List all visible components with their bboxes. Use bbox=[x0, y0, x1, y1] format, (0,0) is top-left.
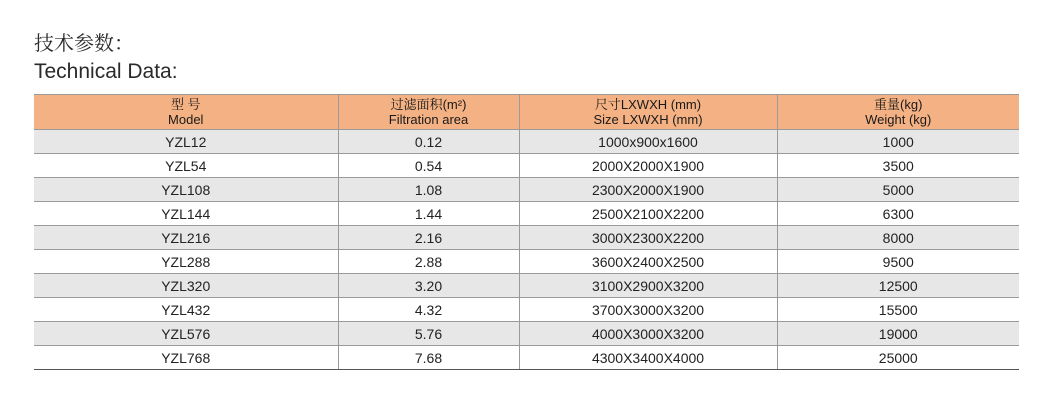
table-row bbox=[34, 202, 1019, 226]
cell-model: YZL320 bbox=[34, 274, 338, 298]
cell-filtration-area: 2.88 bbox=[338, 250, 519, 274]
header-weight-cn: 重量(kg) bbox=[874, 97, 923, 112]
header-size-cn: 尺寸LXWXH (mm) bbox=[594, 97, 702, 112]
table-row bbox=[34, 322, 1019, 346]
cell-model: YZL144 bbox=[34, 202, 338, 226]
cell-size: 2300X2000X1900 bbox=[519, 178, 777, 202]
table-body bbox=[34, 130, 1019, 370]
cell-weight: 15500 bbox=[777, 298, 1019, 322]
table-row bbox=[34, 274, 1019, 298]
cell-model: YZL288 bbox=[34, 250, 338, 274]
header-filtration-area bbox=[338, 95, 519, 130]
cell-size: 3000X2300X2200 bbox=[519, 226, 777, 250]
cell-weight: 3500 bbox=[777, 154, 1019, 178]
table-row bbox=[34, 178, 1019, 202]
section-title-chinese: 技术参数： bbox=[34, 31, 134, 55]
header-row bbox=[34, 95, 1019, 130]
cell-filtration-area: 0.12 bbox=[338, 130, 519, 154]
header-model-en: Model bbox=[168, 112, 204, 127]
cell-weight: 25000 bbox=[777, 346, 1019, 370]
cell-size: 4300X3400X4000 bbox=[519, 346, 777, 370]
header-size bbox=[519, 95, 777, 130]
cell-filtration-area: 5.76 bbox=[338, 322, 519, 346]
cell-model: YZL54 bbox=[34, 154, 338, 178]
cell-filtration-area: 4.32 bbox=[338, 298, 519, 322]
cell-filtration-area: 3.20 bbox=[338, 274, 519, 298]
header-weight-en: Weight (kg) bbox=[865, 112, 932, 127]
cell-filtration-area: 1.08 bbox=[338, 178, 519, 202]
cell-filtration-area: 0.54 bbox=[338, 154, 519, 178]
header-filtration-area-cn: 过滤面积(m²) bbox=[390, 97, 467, 112]
cell-model: YZL108 bbox=[34, 178, 338, 202]
cell-size: 1000x900x1600 bbox=[519, 130, 777, 154]
cell-weight: 19000 bbox=[777, 322, 1019, 346]
table-header bbox=[34, 95, 1019, 130]
cell-weight: 12500 bbox=[777, 274, 1019, 298]
cell-weight: 1000 bbox=[777, 130, 1019, 154]
header-weight bbox=[777, 95, 1019, 130]
cell-model: YZL768 bbox=[34, 346, 338, 370]
cell-size: 3100X2900X3200 bbox=[519, 274, 777, 298]
cell-size: 4000X3000X3200 bbox=[519, 322, 777, 346]
cell-size: 3600X2400X2500 bbox=[519, 250, 777, 274]
header-model-cn: 型 号 bbox=[170, 97, 201, 112]
cell-weight: 5000 bbox=[777, 178, 1019, 202]
header-filtration-area-en: Filtration area bbox=[388, 112, 469, 127]
cell-weight: 6300 bbox=[777, 202, 1019, 226]
cell-filtration-area: 1.44 bbox=[338, 202, 519, 226]
cell-weight: 9500 bbox=[777, 250, 1019, 274]
section-title-english: Technical Data: bbox=[34, 60, 178, 83]
cell-size: 2000X2000X1900 bbox=[519, 154, 777, 178]
cell-filtration-area: 2.16 bbox=[338, 226, 519, 250]
table-row bbox=[34, 250, 1019, 274]
table-row bbox=[34, 298, 1019, 322]
table-row bbox=[34, 346, 1019, 370]
cell-model: YZL432 bbox=[34, 298, 338, 322]
cell-model: YZL576 bbox=[34, 322, 338, 346]
table-row bbox=[34, 130, 1019, 154]
technical-data-table bbox=[34, 94, 1019, 370]
cell-size: 2500X2100X2200 bbox=[519, 202, 777, 226]
cell-model: YZL12 bbox=[34, 130, 338, 154]
cell-model: YZL216 bbox=[34, 226, 338, 250]
header-size-en: Size LXWXH (mm) bbox=[593, 112, 703, 127]
table-row bbox=[34, 226, 1019, 250]
cell-weight: 8000 bbox=[777, 226, 1019, 250]
cell-size: 3700X3000X3200 bbox=[519, 298, 777, 322]
header-model bbox=[34, 95, 338, 130]
cell-filtration-area: 7.68 bbox=[338, 346, 519, 370]
table-row bbox=[34, 154, 1019, 178]
